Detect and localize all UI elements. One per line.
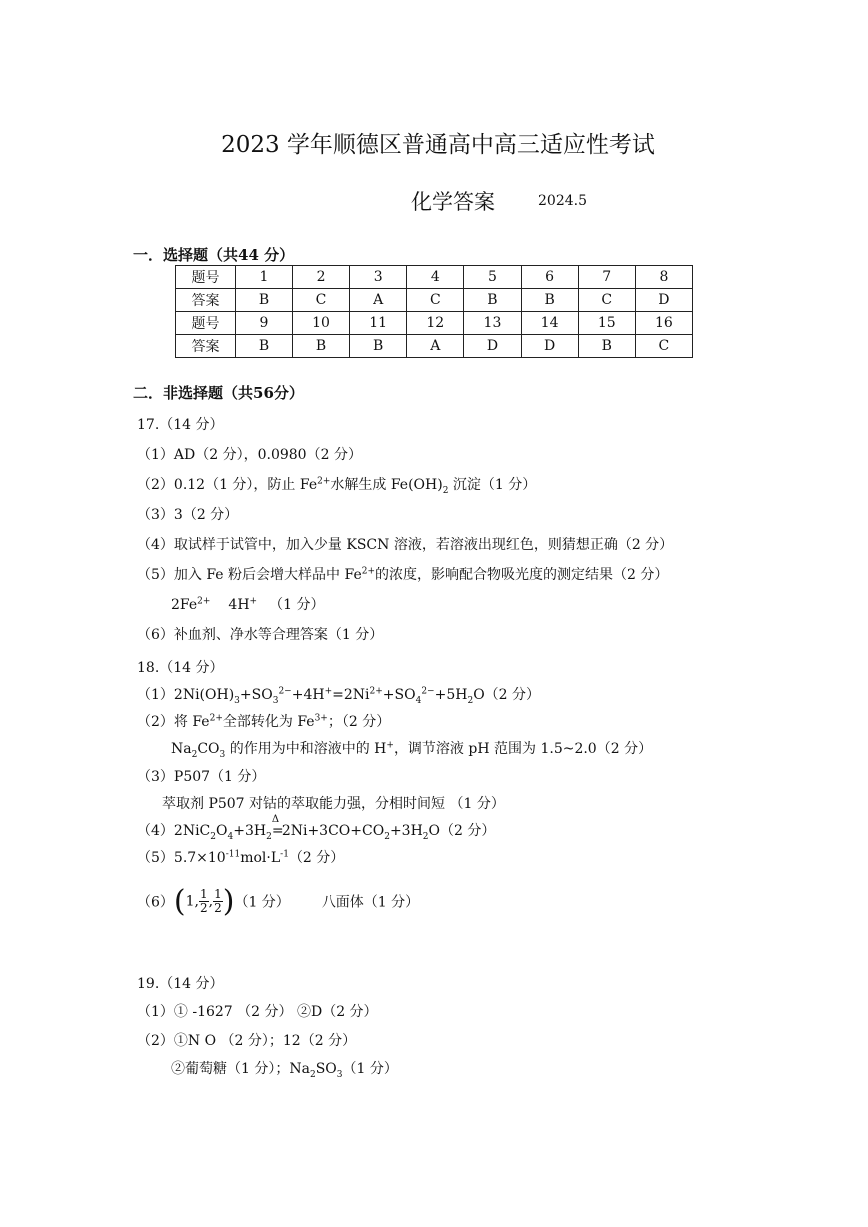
fraction-half-1: $\frac{1}{2}$ <box>200 887 208 915</box>
answer-table-row <box>176 266 693 289</box>
answer-table-row-label: 答案 <box>176 289 236 312</box>
answer-table-cell: 6 <box>521 266 578 289</box>
answer-table-cell: C <box>407 289 464 312</box>
page-title: 2023 学年顺德区普通高中高三适应性考试 <box>221 132 655 158</box>
answer-table <box>175 265 693 358</box>
answer-table-cell: 4 <box>407 266 464 289</box>
q18-part3-detail: 萃取剂 P507 对钴的萃取能力强，分相时间短 （1 分） <box>162 796 505 812</box>
q18-part5: $(5)5.7\times 10^{-11}mol\cdot L^{-1}(2$ 分） <box>137 849 345 866</box>
q18-part2: （2）将 $Fe^{2+}$全部转化为 $Fe^{3+}$；（2 分） <box>137 713 391 730</box>
q18-part3: （3）P507（1 分） <box>137 769 266 785</box>
answer-table-cell: A <box>407 335 464 358</box>
answer-table-cell: B <box>235 335 292 358</box>
q18-part6: （6）(1, $\frac{1}{2}$ , $\frac{1}{2}$ )（1 分） 八面体（1 分） <box>137 884 420 919</box>
q17-part6: （6）补血剂、净水等合理答案（1 分） <box>137 627 384 643</box>
answer-table-cell: B <box>521 289 578 312</box>
answer-table-cell: 2 <box>292 266 349 289</box>
answer-table-cell: 13 <box>464 312 521 335</box>
answer-table-cell: 12 <box>407 312 464 335</box>
answer-table-cell: 1 <box>235 266 292 289</box>
answer-table-cell: 3 <box>350 266 407 289</box>
answer-table-cell: B <box>292 335 349 358</box>
answer-table-cell: C <box>578 289 635 312</box>
q19-part2-detail: ②葡萄糖（1 分）；$Na_2SO_3(1$ 分） <box>171 1061 398 1080</box>
q18-part2-detail: $Na_2CO_3$ 的作用为中和溶液中的 H+，调节溶液 pH 范围为 1.5~2.0（2 分） <box>171 740 653 760</box>
q17-part4: （4）取试样于试管中，加入少量 KSCN 溶液，若溶液出现红色，则猜想正确（2 分） <box>137 537 674 553</box>
q19-part2: （2）①N O （2 分）；12（2 分） <box>137 1033 357 1049</box>
answer-table-cell: 10 <box>292 312 349 335</box>
section2-heading: 二．非选择题（共56分） <box>133 384 304 402</box>
q17-part3: （3）3（2 分） <box>137 507 239 523</box>
answer-table-row-label: 题号 <box>176 266 236 289</box>
answer-table-cell: D <box>521 335 578 358</box>
q17-part2: （2）0.12（1 分），防止 $Fe^{2+}$水解生成 $Fe(OH)_2$ 沉淀（1 分） <box>137 476 537 496</box>
q19-part1: （1）① -1627 （2 分） ②D（2 分） <box>137 1004 378 1020</box>
q18-heading: 18.（14 分） <box>137 660 224 676</box>
answer-table-row-label: 答案 <box>176 335 236 358</box>
page-subtitle: 化学答案 <box>411 190 495 214</box>
answer-table-cell: 8 <box>635 266 692 289</box>
exam-date: 2024.5 <box>538 193 587 209</box>
q17-part5-equation: $2Fe^{2+}$ 4H+ （1 分） <box>171 596 325 613</box>
answer-table-cell: B <box>578 335 635 358</box>
fraction-half-2: $\frac{1}{2}$ <box>214 887 222 915</box>
answer-table-cell: B <box>235 289 292 312</box>
answer-table-cell: 14 <box>521 312 578 335</box>
answer-table-row-label: 题号 <box>176 312 236 335</box>
q17-part1: （1）AD（2 分），0.0980（2 分） <box>137 447 362 463</box>
q17-part5: （5）加入 Fe 粉后会增大样品中 $Fe^{2+}$的浓度，影响配合物吸光度的测定结果（2 分） <box>137 566 669 583</box>
answer-table-cell: C <box>292 289 349 312</box>
answer-table-cell: 7 <box>578 266 635 289</box>
q18-part1: $(1)2Ni(OH)_3+SO_3^{2-}+4H^+=2Ni^{2+}+SO_4^{2-}+5H_2O(2$ 分） <box>137 686 541 706</box>
answer-table-cell: A <box>350 289 407 312</box>
answer-table-cell: B <box>464 289 521 312</box>
answer-table-cell: 5 <box>464 266 521 289</box>
answer-table-cell: 16 <box>635 312 692 335</box>
q17-heading: 17.（14 分） <box>137 417 224 433</box>
answer-table-cell: D <box>464 335 521 358</box>
q19-heading: 19.（14 分） <box>137 976 224 992</box>
heat-symbol: Δ <box>271 814 280 825</box>
section1-heading: 一．选择题（共44 分） <box>133 246 295 264</box>
answer-table-cell: 15 <box>578 312 635 335</box>
answer-table-row <box>176 312 693 335</box>
answer-table-cell: 9 <box>235 312 292 335</box>
answer-table-cell: D <box>635 289 692 312</box>
q18-part4: $(4)2NiC_2O_4+3H_2$ Δ $=2Ni+3CO+CO_2+3H_2O(2$ 分） <box>137 814 496 842</box>
answer-table-cell: B <box>350 335 407 358</box>
answer-table-cell: 11 <box>350 312 407 335</box>
answer-table-row <box>176 335 693 358</box>
answer-table-cell: C <box>635 335 692 358</box>
answer-table-row <box>176 289 693 312</box>
